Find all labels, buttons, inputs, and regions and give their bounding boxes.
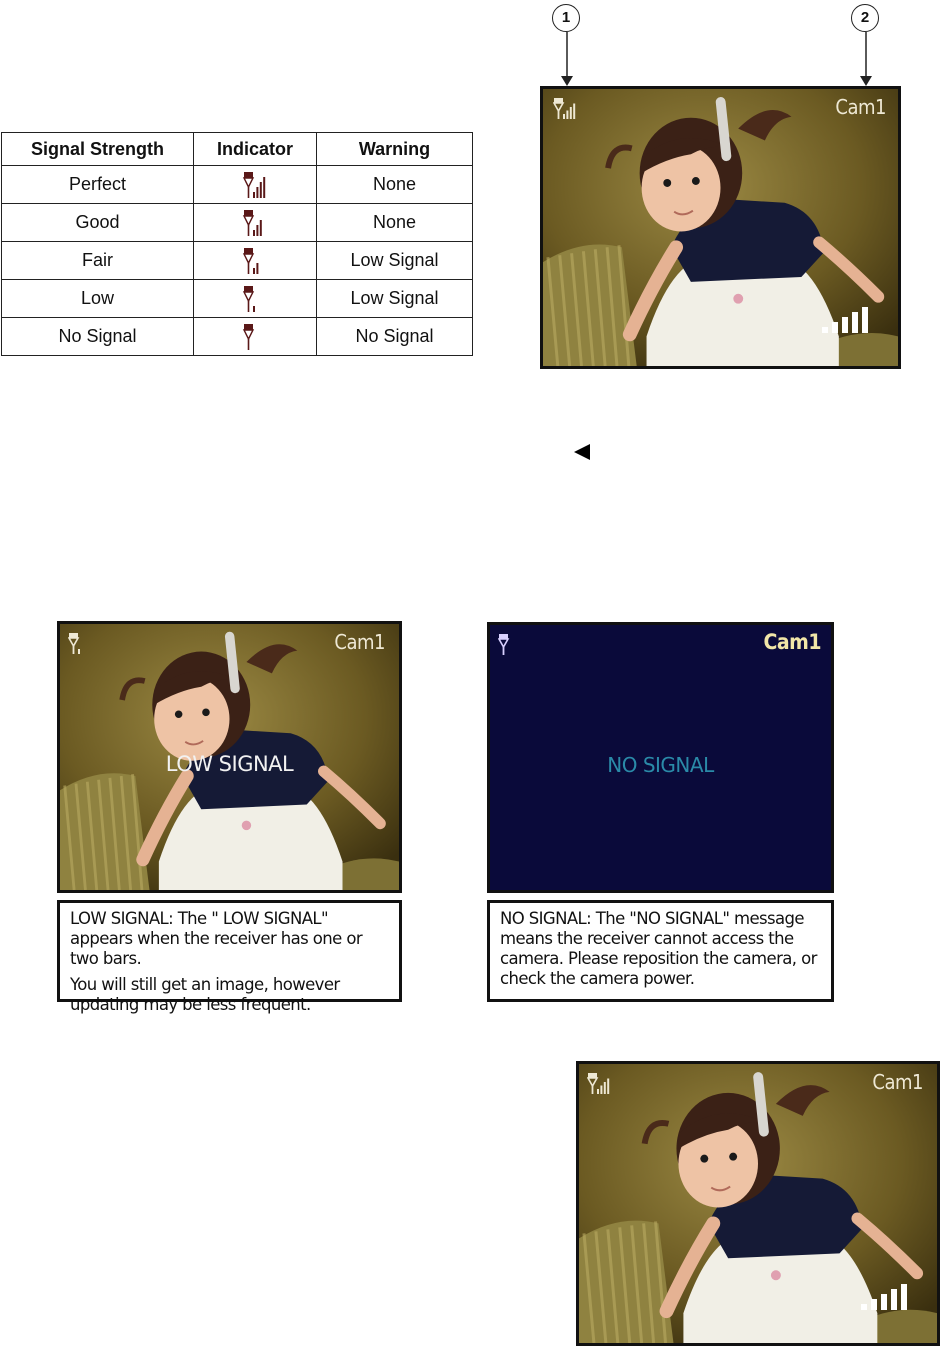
antenna-signal-icon (587, 1072, 613, 1096)
table-row (2, 318, 473, 356)
signal-bar (604, 1082, 606, 1094)
volume-bar (901, 1284, 907, 1310)
caption-paragraph: LOW SIGNAL: The " LOW SIGNAL" appears when the receiver has one or two bars. (70, 909, 363, 968)
antenna-cone (244, 330, 253, 339)
indicator-cell (194, 166, 317, 204)
signal-bar (256, 225, 258, 236)
signal-bar (600, 1086, 602, 1095)
camera-screen-bottom (576, 1061, 940, 1346)
volume-bar (871, 1299, 877, 1310)
signal-bar (597, 1089, 599, 1094)
signal-strength-table (1, 132, 473, 356)
volume-bar (832, 322, 838, 333)
signal-bar (260, 182, 262, 198)
volume-bar (861, 1304, 867, 1310)
callout-1: 1 (552, 4, 580, 32)
table-row (2, 280, 473, 318)
signal-bar (263, 177, 265, 198)
volume-bar (881, 1294, 887, 1310)
antenna-head (244, 172, 253, 178)
signal-bar (256, 263, 258, 274)
signal-indicator-icon (242, 208, 268, 238)
signal-bar (256, 187, 258, 198)
signal-bar (607, 1079, 609, 1095)
eye (729, 1153, 737, 1161)
indicator-cell (194, 204, 317, 242)
warning-cell: None (317, 166, 473, 204)
eye (692, 177, 700, 185)
eye (202, 709, 210, 717)
table-row (2, 204, 473, 242)
warning-cell: Low Signal (317, 242, 473, 280)
strength-cell: No Signal (2, 318, 194, 356)
dress-flower (242, 821, 251, 831)
antenna-head (244, 248, 253, 254)
antenna-cone (244, 254, 253, 263)
signal-bar (570, 107, 572, 119)
volume-bar (822, 327, 828, 333)
dress-flower (771, 1270, 781, 1280)
back-triangle-icon (574, 444, 590, 460)
antenna-cone (554, 103, 563, 111)
signal-bar (253, 192, 255, 198)
signal-bar (253, 230, 255, 236)
caption-no-signal (487, 900, 834, 1002)
table-row (2, 242, 473, 280)
header-warning: Warning (317, 133, 473, 166)
camera-screen-no-signal (487, 622, 834, 893)
dress-flower (733, 294, 743, 304)
antenna-cone (244, 292, 253, 301)
table-header-row (2, 133, 473, 166)
signal-indicator-icon (242, 170, 268, 200)
camera-name-label: Cam1 (835, 95, 886, 119)
signal-indicator-icon (242, 322, 268, 352)
header-indicator: Indicator (194, 133, 317, 166)
camera-screen-low-signal (57, 621, 402, 893)
volume-bars-icon (818, 306, 874, 334)
camera-name-label: Cam1 (872, 1070, 923, 1094)
antenna-cone (588, 1078, 597, 1086)
antenna-head (244, 324, 253, 330)
strength-cell: Low (2, 280, 194, 318)
antenna-signal-icon (68, 632, 94, 656)
antenna-head (244, 286, 253, 292)
camera-name-label: Cam1 (334, 630, 385, 654)
signal-bar (260, 220, 262, 236)
strength-cell: Perfect (2, 166, 194, 204)
table-row (2, 166, 473, 204)
caption-low-signal (57, 900, 402, 1014)
volume-bar (842, 317, 848, 333)
antenna-signal-icon (553, 97, 579, 121)
low-signal-overlay: LOW SIGNAL (165, 752, 294, 776)
signal-indicator-icon (242, 284, 268, 314)
warning-cell: None (317, 204, 473, 242)
caption-paragraph: You will still get an image, however updating may be less frequent. (70, 975, 340, 1014)
signal-indicator-icon (242, 246, 268, 276)
callout-2: 2 (851, 4, 879, 32)
callout-arrow-2 (857, 32, 877, 88)
header-signal-strength: Signal Strength (2, 133, 194, 166)
eye (663, 179, 671, 187)
warning-cell: No Signal (317, 318, 473, 356)
antenna-cone (499, 639, 508, 647)
signal-bar (563, 114, 565, 119)
eye (700, 1155, 708, 1163)
volume-bar (852, 312, 858, 333)
volume-bar (891, 1289, 897, 1310)
antenna-cone (244, 178, 253, 187)
antenna-cone (244, 216, 253, 225)
volume-bar (862, 307, 868, 333)
caption-paragraph: NO SIGNAL: The "NO SIGNAL" message means the receiver cannot access the camera. Please reposition the camera, or check the camera power. (500, 909, 817, 988)
signal-bar (78, 649, 80, 654)
signal-bar (253, 268, 255, 274)
warning-cell: Low Signal (317, 280, 473, 318)
indicator-cell (194, 318, 317, 356)
callout-arrow-1 (558, 32, 578, 88)
no-signal-overlay: NO SIGNAL (607, 753, 714, 777)
signal-bar (573, 104, 575, 120)
strength-cell: Good (2, 204, 194, 242)
strength-cell: Fair (2, 242, 194, 280)
antenna-head (244, 210, 253, 216)
eye (175, 710, 183, 718)
antenna-cone (69, 638, 78, 646)
volume-bars-icon (857, 1283, 913, 1311)
indicator-cell (194, 242, 317, 280)
camera-screen-top (540, 86, 901, 369)
indicator-cell (194, 280, 317, 318)
antenna-signal-icon (498, 633, 524, 657)
camera-name-label: Cam1 (763, 630, 821, 654)
signal-bar (566, 111, 568, 120)
signal-bar (253, 306, 255, 312)
